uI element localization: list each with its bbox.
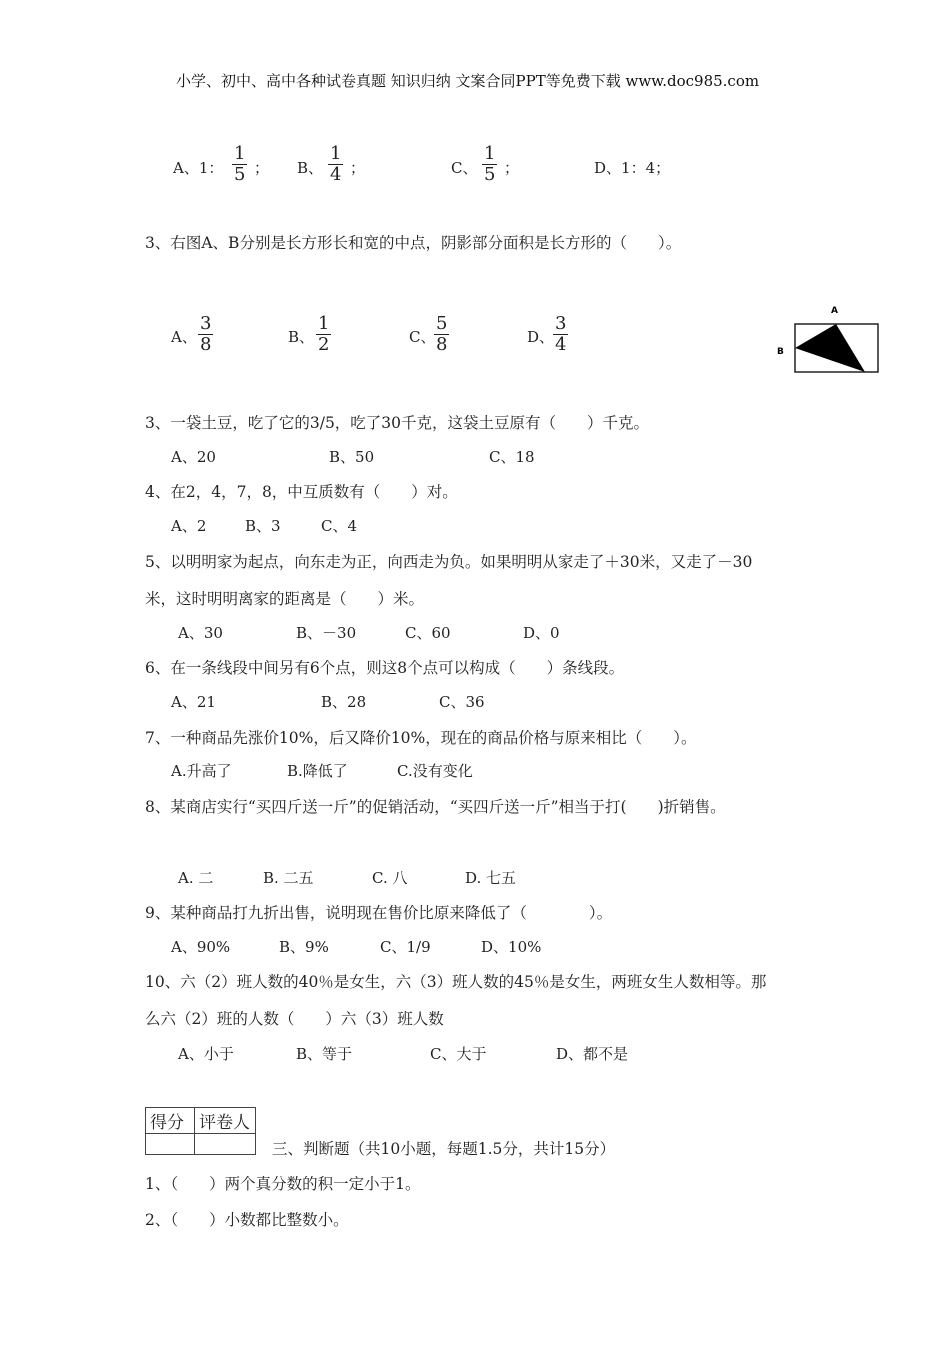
question-6-text: 6、在一条线段中间另有6个点，则这8个点可以构成（ ）条线段。 — [145, 659, 625, 677]
option-c: C、60 — [405, 624, 451, 642]
option-c: C、36 — [439, 693, 485, 711]
option-b: B、等于 — [296, 1045, 353, 1063]
option-a: A、20 — [171, 448, 216, 466]
option-c: C. 八 — [372, 869, 408, 887]
question-10-text-line2: 么六（2）班的人数（ ）六（3）班人数 — [145, 1010, 444, 1028]
option-a: A、2 — [171, 517, 207, 535]
question-5-text-line2: 米，这时明明离家的距离是（ ）米。 — [145, 590, 425, 608]
score-header: 得分 — [146, 1108, 195, 1134]
option-a: A.升高了 — [171, 762, 232, 780]
question-3b-text: 3、一袋土豆，吃了它的3/5，吃了30千克，这袋土豆原有（ ）千克。 — [145, 414, 650, 432]
option-c: C、大于 — [430, 1045, 487, 1063]
page-header: 小学、初中、高中各种试卷真题 知识归纳 文案合同PPT等免费下载 www.doc985.com — [176, 72, 760, 90]
option-d: D、1：4； — [594, 159, 671, 177]
option-d-prefix: D、 — [527, 328, 555, 346]
option-d: D. 七五 — [465, 869, 517, 887]
option-b-suffix: ； — [350, 159, 366, 177]
option-b: B、3 — [245, 517, 281, 535]
grader-cell — [195, 1134, 256, 1155]
question-3a-text: 3、右图A、B分别是长方形长和宽的中点，阴影部分面积是长方形的（ ）。 — [145, 234, 682, 252]
shaded-triangle — [795, 324, 865, 372]
option-c: C、18 — [489, 448, 535, 466]
option-a-prefix: A、 — [171, 328, 197, 346]
option-a: A. 二 — [178, 869, 214, 887]
option-a: A、90% — [171, 938, 231, 956]
option-b: B、50 — [329, 448, 375, 466]
option-c-fraction: $\frac{5}{8}$ — [436, 313, 448, 355]
option-a-suffix: ； — [254, 159, 270, 177]
option-d: D、10% — [481, 938, 542, 956]
option-a: A、小于 — [178, 1045, 234, 1063]
option-c: C.没有变化 — [397, 762, 473, 780]
question-10-text: 10、六（2）班人数的40％是女生，六（3）班人数的45％是女生，两班女生人数相等。那 — [145, 973, 767, 991]
label-b: B — [777, 347, 784, 357]
option-d: D、0 — [523, 624, 560, 642]
question-4-text: 4、在2，4，7，8，中互质数有（ ）对。 — [145, 483, 458, 501]
question-9-text: 9、某种商品打九折出售，说明现在售价比原来降低了（ ）。 — [145, 904, 613, 922]
option-c-suffix: ； — [504, 159, 520, 177]
section-3-title: 三、判断题（共10小题，每题1.5分，共计15分） — [272, 1140, 616, 1158]
option-c: C、1/9 — [380, 938, 431, 956]
option-c-fraction: $\frac{1}{5}$ — [484, 143, 496, 185]
option-c: C、4 — [321, 517, 358, 535]
rectangle-figure — [770, 300, 882, 376]
option-a-fraction: $\frac{3}{8}$ — [200, 313, 212, 355]
option-b: B、28 — [321, 693, 367, 711]
score-table — [145, 1107, 256, 1155]
grader-header: 评卷人 — [195, 1108, 256, 1134]
judgment-item: 1、（ ）两个真分数的积一定小于1。 — [145, 1175, 421, 1193]
option-a: A、21 — [171, 693, 216, 711]
option-c-prefix: C、 — [409, 328, 436, 346]
question-5-text: 5、以明明家为起点，向东走为正，向西走为负。如果明明从家走了＋30米，又走了－30 — [145, 553, 753, 571]
option-d-fraction: $\frac{3}{4}$ — [555, 313, 567, 355]
question-7-text: 7、一种商品先涨价10%，后又降价10%，现在的商品价格与原来相比（ ）。 — [145, 729, 697, 747]
option-c-prefix: C、 — [451, 159, 478, 177]
option-a: A、30 — [178, 624, 223, 642]
option-b-fraction: $\frac{1}{4}$ — [330, 143, 342, 185]
judgment-item: 2、（ ）小数都比整数小。 — [145, 1211, 349, 1229]
option-b: B. 二五 — [263, 869, 314, 887]
option-a-fraction: $\frac{1}{5}$ — [234, 143, 246, 185]
option-b: B、－30 — [296, 624, 357, 642]
question-8-text: 8、某商店实行“买四斤送一斤”的促销活动，“买四斤送一斤”相当于打( )折销售。 — [145, 798, 726, 816]
option-b-prefix: B、 — [297, 159, 324, 177]
option-b: B、9% — [279, 938, 329, 956]
option-b-fraction: $\frac{1}{2}$ — [318, 313, 330, 355]
option-b: B.降低了 — [287, 762, 348, 780]
option-d: D、都不是 — [556, 1045, 629, 1063]
label-a: A — [831, 306, 838, 316]
option-a-prefix: A、1： — [173, 159, 224, 177]
option-b-prefix: B、 — [288, 328, 315, 346]
score-cell — [146, 1134, 195, 1155]
